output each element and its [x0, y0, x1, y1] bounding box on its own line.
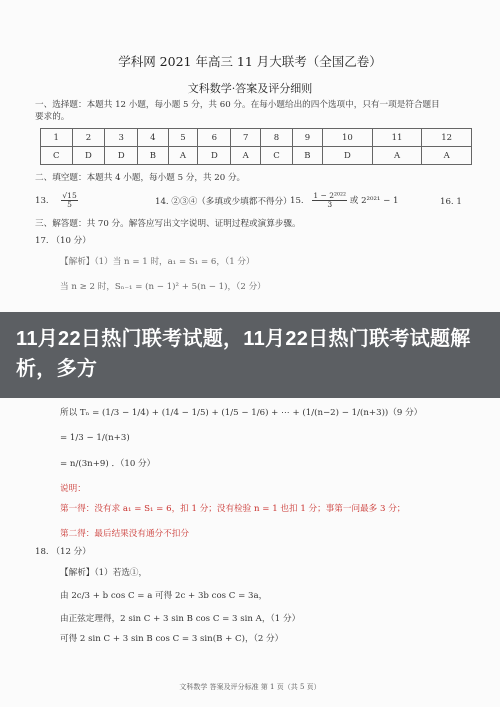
q13-fraction [61, 192, 77, 209]
q15-answer [290, 192, 398, 209]
answer-letter-cell: D [72, 147, 105, 165]
q17-step3: 所以 Tₙ = (1/3 − 1/4) + (1/4 − 1/5) + (1/5 − 1/6) + ⋯ + (1/(n−2) − 1/(n+3))（9 分） [60, 408, 423, 418]
section3-heading: 三、解答题：共 70 分。解答应写出文字说明、证明过程或演算步骤。 [35, 219, 301, 229]
answer-letter-cell: A [168, 147, 198, 165]
doc-title: 学科网 2021 年高三 11 月大联考（全国乙卷） [118, 54, 382, 69]
q15-numerator: 1 − 2²⁰²² [313, 191, 347, 200]
section2-heading: 二、填空题：本题共 4 小题，每小题 5 分，共 20 分。 [35, 173, 246, 183]
q13-numerator: √15 [62, 191, 77, 200]
q18-step3: 由正弦定理得，2 sin C + 3 sin B cos C = 3 sin A，（1 分） [60, 614, 301, 624]
answer-number-cell: 12 [422, 129, 472, 147]
answer-letter-cell: B [292, 147, 322, 165]
q15-label: 15. [290, 196, 304, 206]
answer-number-cell: 5 [168, 129, 198, 147]
answer-number-cell: 8 [261, 129, 293, 147]
q17-note-label: 说明： [60, 484, 86, 494]
section1-heading: 一、选择题：本题共 12 小题，每小题 5 分，共 60 分。在每小题给出的四个选项中，只有一项是符合题目 [35, 100, 440, 110]
q18-heading: 18. （12 分） [35, 547, 91, 557]
answer-number-cell: 11 [372, 129, 422, 147]
answer-letter-cell: A [422, 147, 472, 165]
answer-number-cell: 10 [323, 129, 373, 147]
answer-letter-cell: B [138, 147, 168, 165]
answer-letter-cell: A [372, 147, 422, 165]
q17-note-2: 第二得：最后结果没有通分不扣分 [60, 529, 189, 539]
answer-letter-cell: A [231, 147, 261, 165]
banner-headline: 11月22日热门联考试题，11月22日热门联考试题解析，多方 [16, 328, 471, 380]
answer-number-cell: 3 [105, 129, 138, 147]
q14-answer: 14. ②③④（多填或少填都不得分） [155, 197, 292, 207]
answer-number-cell: 7 [231, 129, 261, 147]
answer-number-cell: 2 [72, 129, 105, 147]
answer-letter-cell: D [323, 147, 373, 165]
q13-denominator: 5 [67, 200, 72, 209]
answer-letter-cell: C [261, 147, 293, 165]
doc-subtitle: 文科数学·答案及评分细则 [187, 82, 313, 95]
q15-fraction [312, 192, 347, 209]
q13-label: 13. [35, 196, 49, 206]
q17-step5: = n/(3n+9) ．（10 分） [60, 459, 156, 469]
q18-step1: 【解析】（1）若选①， [60, 568, 148, 578]
q13-answer [35, 192, 78, 209]
q17-step2: 当 n ≥ 2 时，Sₙ₋₁ = (n − 1)² + 5(n − 1)，（2 分） [60, 282, 266, 292]
answer-letter-cell: D [198, 147, 231, 165]
answer-number-row [41, 129, 472, 147]
q18-step2: 由 2c/3 + b cos C = a 可得 2c + 3b cos C = 3a， [60, 591, 268, 601]
answer-table [40, 128, 472, 165]
q16-answer: 16. 1 [440, 197, 462, 207]
page-footer: 文科数学 答案及评分标准 第 1 页（共 5 页） [179, 683, 321, 691]
answer-letter-cell: D [105, 147, 138, 165]
q17-note-1: 第一得：没有求 a₁ = S₁ = 6，扣 1 分；没有检验 n = 1 也扣 1 分；事第一问最多 3 分； [60, 504, 406, 514]
q15-denominator: 3 [327, 200, 333, 209]
answer-number-cell: 6 [198, 129, 231, 147]
answer-letter-row [41, 147, 472, 165]
q15-rest: 或 2²⁰²¹ − 1 [349, 196, 399, 206]
answer-letter-cell: C [41, 147, 73, 165]
answer-number-cell: 1 [41, 129, 73, 147]
q17-step1: 【解析】（1）当 n = 1 时，a₁ = S₁ = 6，（1 分） [60, 257, 255, 267]
answer-number-cell: 4 [138, 129, 168, 147]
section1-heading-cont: 要求的。 [35, 112, 70, 122]
q18-step4: 可得 2 sin C + 3 sin B cos C = 3 sin(B + C)，（2 分） [60, 634, 284, 644]
q17-heading: 17. （10 分） [35, 236, 91, 246]
q17-step4: = 1/3 − 1/(n+3) [60, 433, 130, 443]
answer-number-cell: 9 [292, 129, 322, 147]
